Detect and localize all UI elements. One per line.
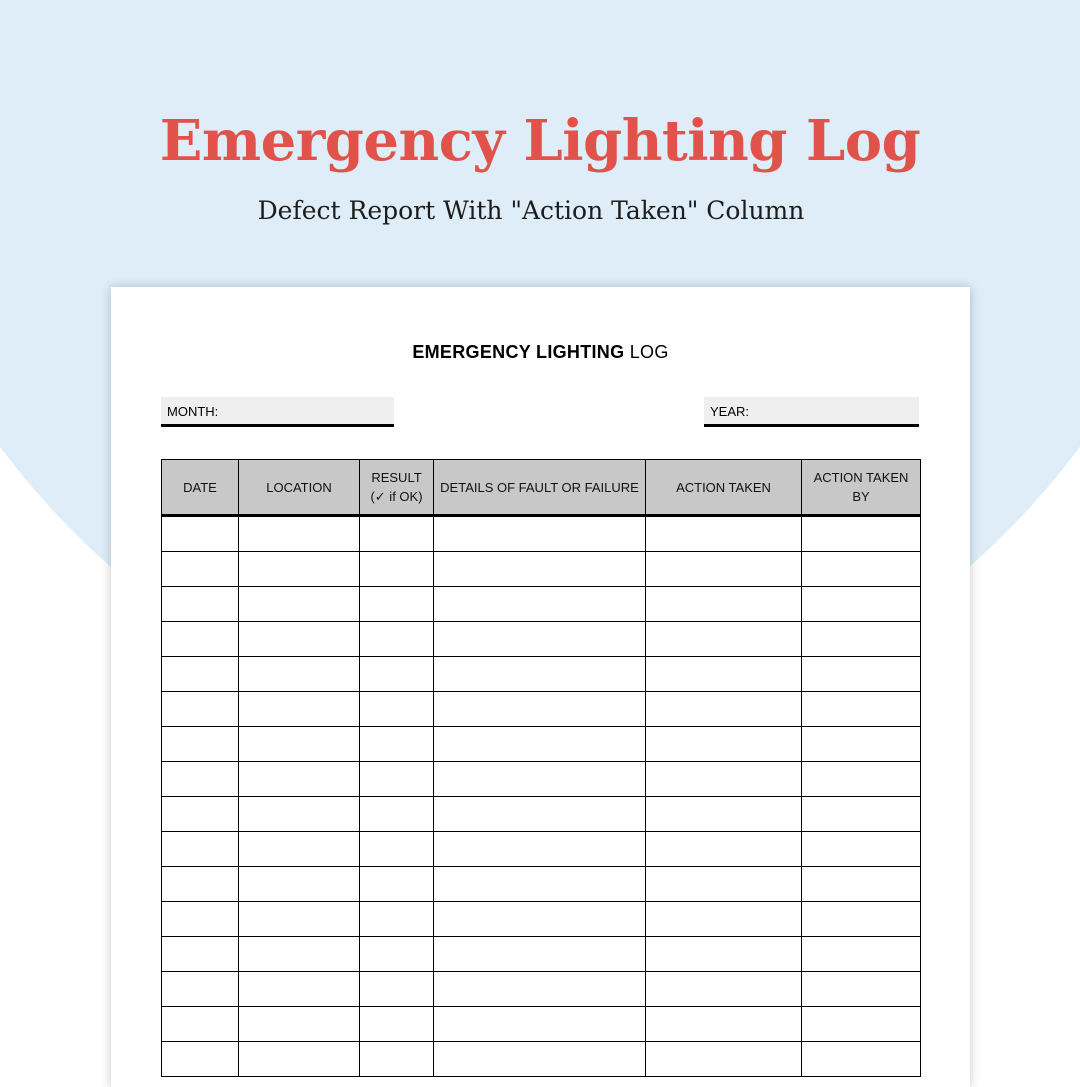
- table-row: [162, 902, 921, 937]
- cell-location[interactable]: [239, 1007, 360, 1042]
- cell-location[interactable]: [239, 867, 360, 902]
- cell-action-taken[interactable]: [646, 797, 802, 832]
- table-row: [162, 1007, 921, 1042]
- cell-action-taken[interactable]: [646, 657, 802, 692]
- cell-action-taken[interactable]: [646, 937, 802, 972]
- cell-date[interactable]: [162, 727, 239, 762]
- cell-details[interactable]: [434, 657, 646, 692]
- table-row: [162, 797, 921, 832]
- column-header-location: LOCATION: [239, 460, 360, 516]
- log-sheet: [111, 287, 970, 1087]
- cell-action-taken-by[interactable]: [802, 727, 921, 762]
- cell-location[interactable]: [239, 516, 360, 552]
- cell-date[interactable]: [162, 902, 239, 937]
- cell-result[interactable]: [360, 657, 434, 692]
- cell-location[interactable]: [239, 937, 360, 972]
- cell-date[interactable]: [162, 587, 239, 622]
- cell-location[interactable]: [239, 657, 360, 692]
- cell-action-taken[interactable]: [646, 762, 802, 797]
- cell-action-taken[interactable]: [646, 1007, 802, 1042]
- sheet-title: [111, 342, 970, 363]
- cell-details[interactable]: [434, 902, 646, 937]
- cell-details[interactable]: [434, 832, 646, 867]
- cell-action-taken-by[interactable]: [802, 1042, 921, 1077]
- cell-action-taken-by[interactable]: [802, 762, 921, 797]
- cell-date[interactable]: [162, 937, 239, 972]
- cell-action-taken-by[interactable]: [802, 832, 921, 867]
- cell-action-taken-by[interactable]: [802, 516, 921, 552]
- cell-date[interactable]: [162, 762, 239, 797]
- cell-action-taken[interactable]: [646, 622, 802, 657]
- table-row: [162, 867, 921, 902]
- cell-result[interactable]: [360, 552, 434, 587]
- cell-action-taken[interactable]: [646, 832, 802, 867]
- cell-details[interactable]: [434, 1042, 646, 1077]
- cell-action-taken[interactable]: [646, 867, 802, 902]
- cell-result[interactable]: [360, 692, 434, 727]
- cell-date[interactable]: [162, 867, 239, 902]
- cell-location[interactable]: [239, 1042, 360, 1077]
- cell-result[interactable]: [360, 867, 434, 902]
- cell-location[interactable]: [239, 832, 360, 867]
- cell-action-taken-by[interactable]: [802, 587, 921, 622]
- cell-details[interactable]: [434, 972, 646, 1007]
- cell-action-taken-by[interactable]: [802, 622, 921, 657]
- cell-details[interactable]: [434, 692, 646, 727]
- cell-action-taken-by[interactable]: [802, 867, 921, 902]
- cell-action-taken[interactable]: [646, 972, 802, 1007]
- table-row: [162, 727, 921, 762]
- table-body: [162, 516, 921, 1077]
- table-row: [162, 516, 921, 552]
- cell-action-taken-by[interactable]: [802, 902, 921, 937]
- cell-date[interactable]: [162, 797, 239, 832]
- table-row: [162, 972, 921, 1007]
- table-row: [162, 657, 921, 692]
- cell-location[interactable]: [239, 797, 360, 832]
- column-header-date: DATE: [162, 460, 239, 516]
- cell-result[interactable]: [360, 832, 434, 867]
- cell-date[interactable]: [162, 657, 239, 692]
- cell-details[interactable]: [434, 1007, 646, 1042]
- cell-date[interactable]: [162, 1042, 239, 1077]
- cell-date[interactable]: [162, 692, 239, 727]
- table-header-row: [162, 460, 921, 516]
- cell-location[interactable]: [239, 762, 360, 797]
- banner-subtitle: Defect Report With "Action Taken" Column: [257, 196, 805, 225]
- year-field[interactable]: [704, 397, 919, 427]
- cell-location[interactable]: [239, 727, 360, 762]
- cell-action-taken[interactable]: [646, 692, 802, 727]
- year-label: YEAR:: [710, 404, 750, 419]
- cell-action-taken[interactable]: [646, 587, 802, 622]
- cell-date[interactable]: [162, 832, 239, 867]
- cell-location[interactable]: [239, 622, 360, 657]
- cell-action-taken-by[interactable]: [802, 797, 921, 832]
- cell-result[interactable]: [360, 622, 434, 657]
- cell-action-taken[interactable]: [646, 1042, 802, 1077]
- cell-details[interactable]: [434, 762, 646, 797]
- cell-details[interactable]: [434, 937, 646, 972]
- log-table: [161, 459, 921, 1077]
- month-field[interactable]: [161, 397, 394, 427]
- cell-location[interactable]: [239, 587, 360, 622]
- cell-action-taken[interactable]: [646, 727, 802, 762]
- cell-date[interactable]: [162, 516, 239, 552]
- cell-location[interactable]: [239, 972, 360, 1007]
- table-row: [162, 622, 921, 657]
- cell-details[interactable]: [434, 867, 646, 902]
- column-header-result: RESULT (✓ if OK): [360, 460, 434, 516]
- cell-date[interactable]: [162, 972, 239, 1007]
- cell-result[interactable]: [360, 797, 434, 832]
- table-row: [162, 937, 921, 972]
- table-row: [162, 552, 921, 587]
- cell-details[interactable]: [434, 797, 646, 832]
- cell-result[interactable]: [360, 587, 434, 622]
- cell-location[interactable]: [239, 552, 360, 587]
- cell-result[interactable]: [360, 762, 434, 797]
- cell-details[interactable]: [434, 516, 646, 552]
- cell-result[interactable]: [360, 972, 434, 1007]
- cell-result[interactable]: [360, 1042, 434, 1077]
- cell-action-taken-by[interactable]: [802, 972, 921, 1007]
- table-row: [162, 587, 921, 622]
- cell-action-taken-by[interactable]: [802, 692, 921, 727]
- column-header-action-taken-by: ACTION TAKEN BY: [802, 460, 921, 516]
- cell-date[interactable]: [162, 1007, 239, 1042]
- cell-details[interactable]: [434, 727, 646, 762]
- cell-action-taken-by[interactable]: [802, 1007, 921, 1042]
- cell-result[interactable]: [360, 1007, 434, 1042]
- cell-date[interactable]: [162, 622, 239, 657]
- column-header-action-taken: ACTION TAKEN: [646, 460, 802, 516]
- cell-action-taken[interactable]: [646, 552, 802, 587]
- cell-location[interactable]: [239, 902, 360, 937]
- table-row: [162, 1042, 921, 1077]
- table-row: [162, 832, 921, 867]
- cell-action-taken-by[interactable]: [802, 552, 921, 587]
- cell-result[interactable]: [360, 902, 434, 937]
- cell-details[interactable]: [434, 587, 646, 622]
- cell-details[interactable]: [434, 622, 646, 657]
- banner-title: Emergency Lighting Log: [159, 108, 921, 174]
- column-header-details: DETAILS OF FAULT OR FAILURE: [434, 460, 646, 516]
- cell-details[interactable]: [434, 552, 646, 587]
- cell-date[interactable]: [162, 552, 239, 587]
- cell-result[interactable]: [360, 516, 434, 552]
- sheet-title-rest: LOG: [629, 342, 669, 362]
- cell-result[interactable]: [360, 727, 434, 762]
- month-label: MONTH:: [167, 404, 219, 419]
- cell-result[interactable]: [360, 937, 434, 972]
- cell-action-taken[interactable]: [646, 902, 802, 937]
- cell-location[interactable]: [239, 692, 360, 727]
- cell-action-taken-by[interactable]: [802, 657, 921, 692]
- sheet-title-bold: EMERGENCY LIGHTING: [412, 342, 625, 362]
- cell-action-taken[interactable]: [646, 516, 802, 552]
- table-row: [162, 762, 921, 797]
- cell-action-taken-by[interactable]: [802, 937, 921, 972]
- table-row: [162, 692, 921, 727]
